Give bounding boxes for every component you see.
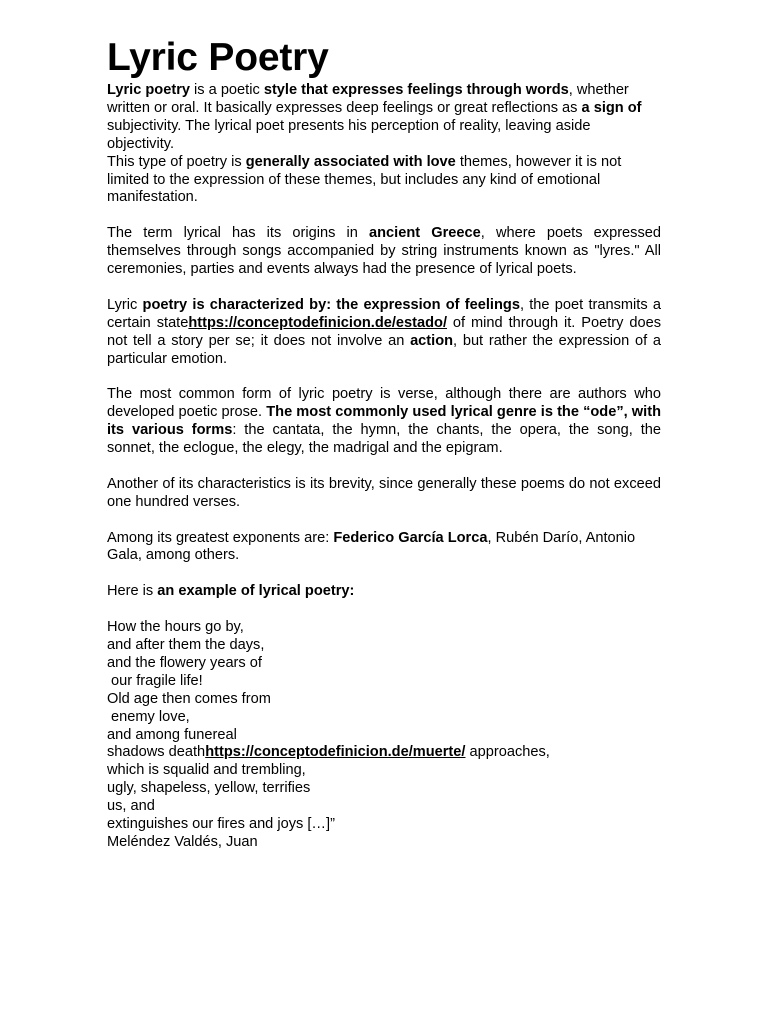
paragraph-intro <box>107 82 661 154</box>
body-text: , but rather the expression of a particular emotion. <box>107 332 661 367</box>
paragraph-spacer <box>107 565 661 583</box>
paragraph-spacer <box>107 368 661 386</box>
paragraph-brevity <box>107 476 661 512</box>
poem-line: us, and <box>107 798 155 815</box>
paragraph-exponents <box>107 530 661 566</box>
paragraph-common-form <box>107 386 661 458</box>
body-text: , whether written or oral. It basically expresses deep feelings or great reflections as <box>107 82 629 116</box>
document-page <box>107 34 661 852</box>
poem-line: enemy love, <box>107 708 190 725</box>
poem-line: Old age then comes from <box>107 690 271 707</box>
muerte-link[interactable]: https://conceptodefinicion.de/muerte/ <box>205 744 466 761</box>
paragraph-spacer <box>107 601 661 619</box>
poem-line: How the hours go by, <box>107 619 244 636</box>
body-text: The most common form of lyric poetry is verse, although there are authors who developed poetic prose. <box>107 386 661 421</box>
poem-line: and after them the days, <box>107 636 265 653</box>
paragraph-example-intro <box>107 583 661 601</box>
estado-link[interactable]: https://conceptodefinicion.de/estado/ <box>188 314 448 331</box>
body-text: Among its greatest exponents are: <box>107 529 334 546</box>
body-text: approaches, <box>465 744 550 761</box>
poem-block <box>107 619 661 852</box>
body-text: : the cantata, the hymn, the chants, the opera, the song, the sonnet, the eclogue, the elegy, the madrigal and the epigram. <box>107 422 661 457</box>
paragraph-spacer <box>107 207 661 225</box>
bold-text: Lyric poetry <box>107 82 190 98</box>
poem-author: Meléndez Valdés, Juan <box>107 833 258 850</box>
document-title: Lyric Poetry <box>107 36 329 79</box>
body-text: subjectivity. The lyrical poet presents his perception of reality, leaving aside objectivity. <box>107 117 591 152</box>
bold-text: a sign of <box>581 99 642 116</box>
poem-line: ugly, shapeless, yellow, terrifies <box>107 780 311 797</box>
paragraph-spacer <box>107 512 661 530</box>
bold-text: action <box>410 332 454 349</box>
body-text: of mind through it. Poetry does not tell a story per se; it does not involve an <box>107 314 661 349</box>
poem-line: our fragile life! <box>107 672 203 689</box>
bold-text: generally associated with love <box>245 153 456 170</box>
paragraph-spacer <box>107 279 661 297</box>
body-text: , where poets expressed themselves through songs accompanied by string instruments known as "lyres." All ceremonies, parties and events always had the presence of lyrical poets. <box>107 225 661 278</box>
paragraph-spacer <box>107 458 661 476</box>
bold-text: style that expresses feelings through words <box>263 82 569 98</box>
poem-line: and the flowery years of <box>107 654 262 671</box>
body-text: , Rubén Darío, Antonio Gala, among others. <box>107 529 636 564</box>
paragraph-origins <box>107 225 661 279</box>
body-text: Another of its characteristics is its brevity, since generally these poems do not exceed one hundred verses. <box>107 475 661 510</box>
body-text: This type of poetry is <box>107 153 246 170</box>
bold-text: an example of lyrical poetry: <box>157 583 355 600</box>
paragraph-love-themes <box>107 154 661 208</box>
poem-line-with-link <box>107 744 661 762</box>
body-text: Lyric <box>107 296 143 313</box>
body-text: Here is <box>107 583 158 600</box>
body-text: is a poetic <box>190 82 264 98</box>
body-text: The term lyrical has its origins in <box>107 225 370 242</box>
body-text: themes, however it is not limited to the expression of these themes, but includes any kind of emotional manifestation. <box>107 153 622 206</box>
bold-text: The most commonly used lyrical genre is the “ode”, with its various forms <box>107 404 661 439</box>
poem-line: and among funereal <box>107 726 237 743</box>
poem-line: which is squalid and trembling, <box>107 762 306 779</box>
bold-text: Federico García Lorca <box>333 529 488 546</box>
body-text: , the poet transmits a certain state <box>107 296 662 331</box>
bold-text: ancient Greece <box>369 225 481 242</box>
poem-line: extinguishes our fires and joys […]” <box>107 816 335 833</box>
bold-text: poetry is characterized by: the expression of feelings <box>142 296 520 313</box>
paragraph-characteristics <box>107 297 661 369</box>
body-text: shadows death <box>107 744 206 761</box>
